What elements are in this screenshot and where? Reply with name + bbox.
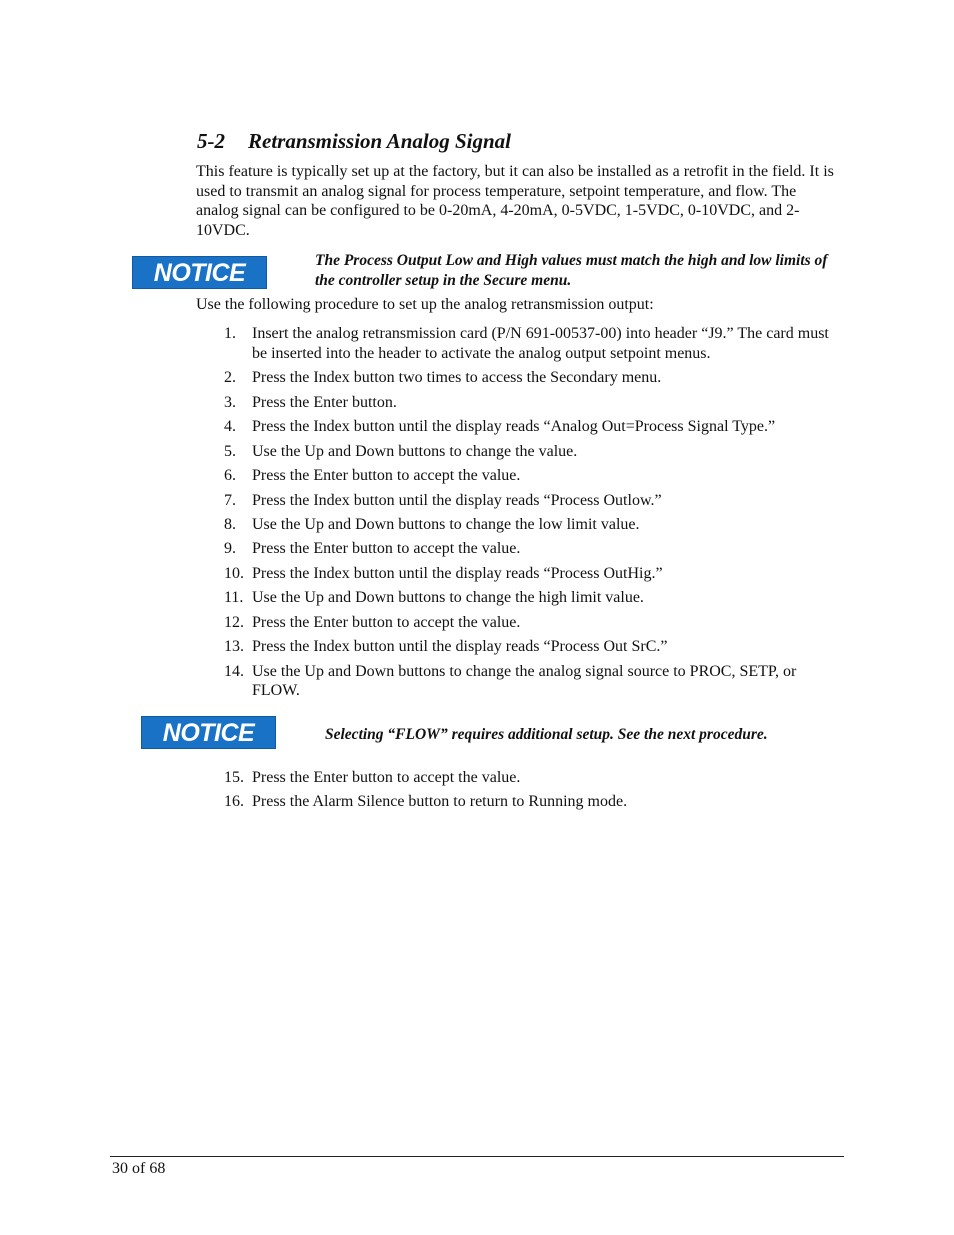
procedure-step [224, 539, 836, 559]
procedure-step [224, 588, 836, 608]
intro-paragraph: This feature is typically set up at the factory, but it can also be installed as a retrofit in the field. It is used to transmit an analog signal for process temperature, setpoint temperature, and flow. The analog signal can be configured to be 0-20mA, 4-20mA, 0-5VDC, 1-5VDC, 0-10VDC, and 2-10VDC. [196, 163, 834, 240]
step-number: 7. [224, 491, 236, 509]
step-text: Press the Enter button to accept the value. [252, 769, 521, 786]
step-text: Use the Up and Down buttons to change the value. [252, 442, 578, 460]
notice-text: The Process Output Low and High values must match the high and low limits of the controller setup in the Secure menu. [315, 252, 828, 289]
step-number: 13. [224, 638, 244, 656]
section-heading [197, 128, 511, 154]
notice-badge: NOTICE [132, 256, 267, 289]
step-number: 14. [224, 662, 244, 680]
notice-badge: NOTICE [141, 716, 276, 749]
procedure-step [224, 792, 836, 812]
step-number: 1. [224, 325, 236, 342]
step-number: 16. [224, 793, 244, 811]
step-text: Insert the analog retransmission card (P/N 691-00537-00) into header “J9.” The card must be inserted into the header to activate the analog output setpoint menus. [252, 325, 829, 362]
step-text: Press the Alarm Silence button to return to Running mode. [252, 793, 628, 811]
step-number: 10. [224, 564, 244, 582]
section-number: 5-2 [197, 129, 225, 153]
step-number: 12. [224, 613, 244, 631]
procedure-step [224, 613, 836, 633]
step-text: Press the Enter button to accept the value. [252, 467, 521, 485]
procedure-step [224, 393, 836, 413]
step-text: Press the Index button two times to access the Secondary menu. [252, 369, 662, 387]
step-text: Use the Up and Down buttons to change the low limit value. [252, 515, 640, 533]
procedure-steps-continued [224, 768, 836, 817]
step-text: Press the Index button until the display reads “Process Out SrC.” [252, 638, 668, 656]
step-number: 15. [224, 769, 244, 786]
step-text: Press the Enter button to accept the value. [252, 613, 521, 631]
step-number: 4. [224, 418, 236, 436]
step-text: Use the Up and Down buttons to change the high limit value. [252, 589, 644, 607]
step-number: 9. [224, 540, 236, 558]
step-number: 5. [224, 442, 236, 460]
procedure-steps [224, 324, 836, 706]
procedure-step [224, 417, 836, 437]
step-number: 2. [224, 369, 236, 387]
procedure-step [224, 662, 836, 701]
step-text: Press the Index button until the display reads “Analog Out=Process Signal Type.” [252, 418, 776, 436]
step-text: Use the Up and Down buttons to change the analog signal source to PROC, SETP, or FLOW. [252, 662, 797, 700]
procedure-step [224, 368, 836, 388]
procedure-lead: Use the following procedure to set up the analog retransmission output: [196, 296, 654, 313]
step-text: Press the Enter button. [252, 393, 397, 411]
footer-divider [110, 1156, 844, 1157]
step-number: 6. [224, 467, 236, 485]
section-title: Retransmission Analog Signal [248, 129, 511, 153]
step-text: Press the Enter button to accept the value. [252, 540, 521, 558]
procedure-step [224, 466, 836, 486]
step-number: 8. [224, 515, 236, 533]
step-text: Press the Index button until the display reads “Process Outlow.” [252, 491, 662, 509]
step-number: 11. [224, 589, 244, 607]
procedure-step [224, 515, 836, 535]
procedure-step [224, 564, 836, 584]
procedure-step [224, 637, 836, 657]
procedure-step [224, 324, 836, 363]
procedure-step [224, 491, 836, 511]
step-text: Press the Index button until the display reads “Process OutHig.” [252, 564, 663, 582]
notice-text: Selecting “FLOW” requires additional setup. See the next procedure. [325, 726, 768, 743]
page-number: 30 of 68 [112, 1160, 166, 1177]
procedure-step [224, 768, 836, 788]
procedure-step [224, 442, 836, 462]
step-number: 3. [224, 393, 236, 411]
